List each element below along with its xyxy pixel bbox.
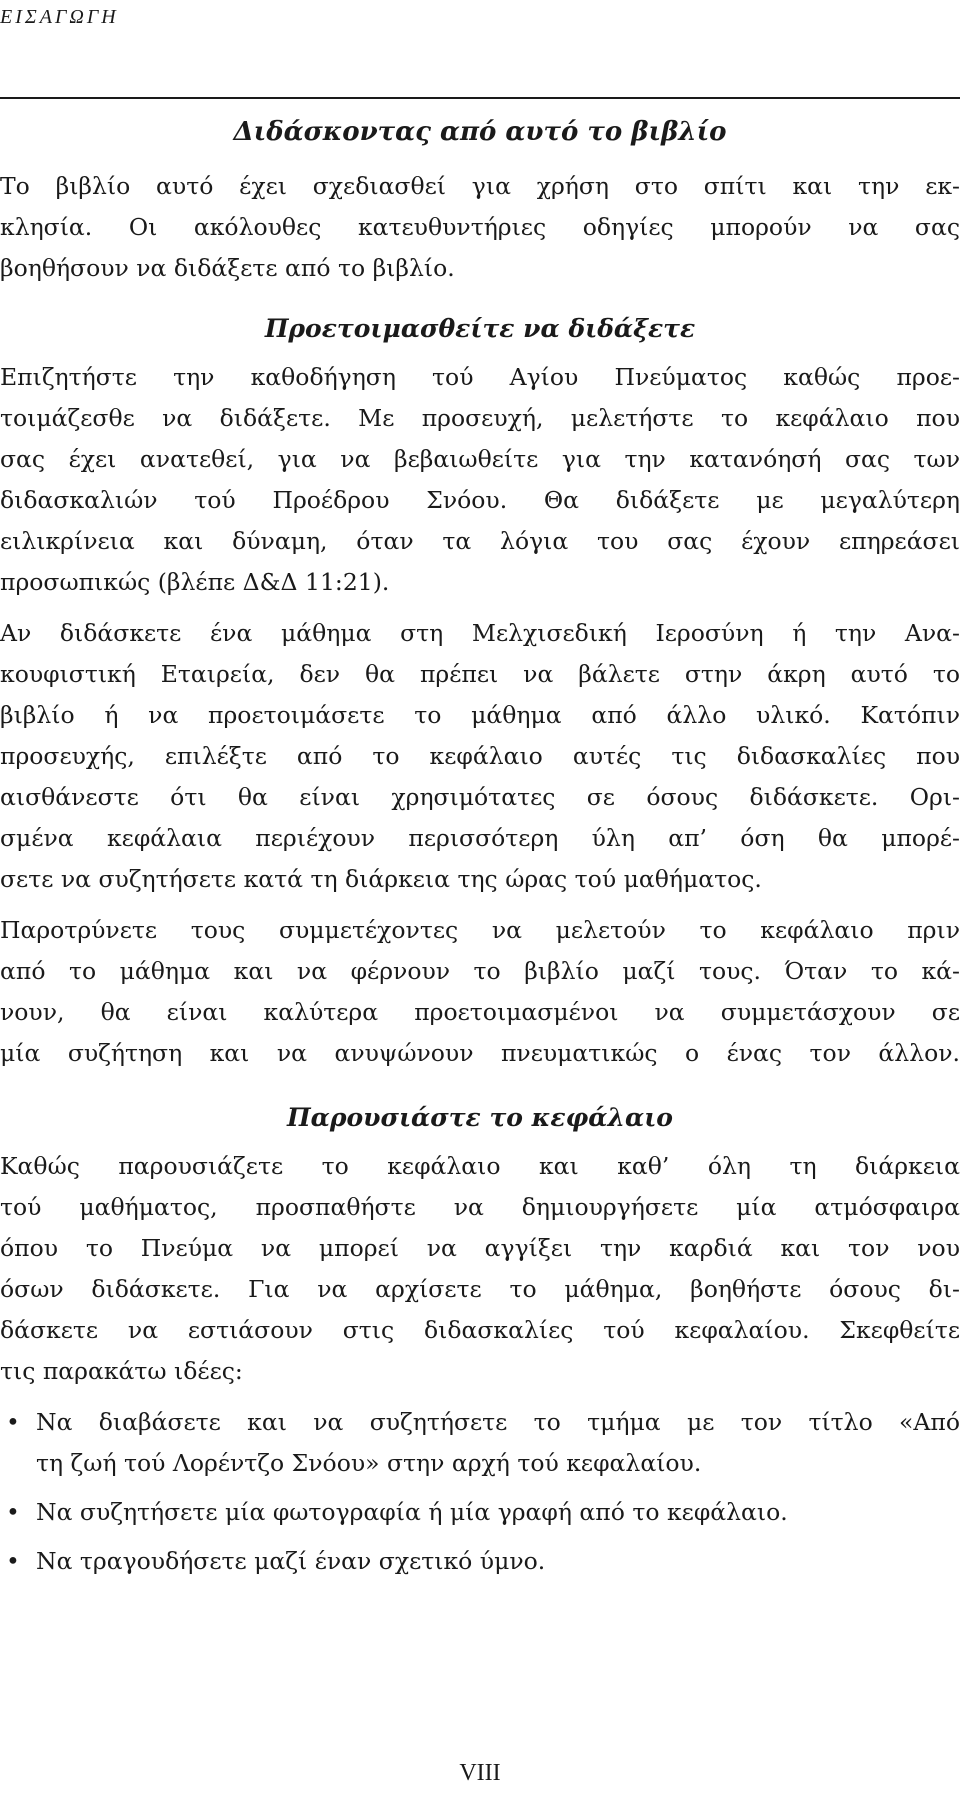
subheading-prepare: Προετοιμασθείτε να διδάξετε bbox=[264, 314, 696, 343]
text-line: διδασκαλιών τού Προέδρου Σνόου. Θα διδάξετε με μεγαλύτερη bbox=[0, 486, 960, 514]
running-header: ΕΙΣΑΓΩΓΗ bbox=[0, 6, 119, 28]
text-line: νουν, θα είναι καλύτερα προετοιμασμένοι να συμμετάσχουν σε bbox=[0, 998, 960, 1026]
prepare-paragraph-2 bbox=[0, 613, 960, 900]
text-line: Να διαβάσετε και να συζητήσετε το τμήμα με τον τίτλο «Από bbox=[36, 1408, 960, 1436]
intro-paragraph bbox=[0, 166, 960, 289]
list-item bbox=[0, 1402, 960, 1484]
text-line: Το βιβλίο αυτό έχει σχεδιασθεί για χρήση στο σπίτι και την εκ- bbox=[0, 172, 960, 200]
text-line: μία συζήτηση και να ανυψώνουν πνευματικώς ο ένας τον άλλον. bbox=[0, 1039, 960, 1067]
text-line: τις παρακάτω ιδέες: bbox=[0, 1357, 243, 1385]
text-line: Καθώς παρουσιάζετε το κεφάλαιο και καθ’ όλη τη διάρκεια bbox=[0, 1152, 960, 1180]
text-line: σας έχει ανατεθεί, για να βεβαιωθείτε για την κατανόησή σας των bbox=[0, 445, 960, 473]
text-line: βιβλίο ή να προετοιμάσετε το μάθημα από άλλο υλικό. Κατόπιν bbox=[0, 701, 960, 729]
ideas-list bbox=[0, 1402, 960, 1582]
text-line: προσωπικώς (βλέπε Δ&Δ 11:21). bbox=[0, 568, 390, 596]
bullet-icon: • bbox=[6, 1408, 20, 1436]
list-item bbox=[0, 1492, 960, 1533]
text-line: Επιζητήστε την καθοδήγηση τού Αγίου Πνεύματος καθώς προε- bbox=[0, 363, 960, 391]
text-line: σετε να συζητήσετε κατά τη διάρκεια της ώρας τού μαθήματος. bbox=[0, 865, 762, 893]
text-line: δάσκετε να εστιάσουν στις διδασκαλίες τού κεφαλαίου. Σκεφθείτε bbox=[0, 1316, 960, 1344]
text-line: ειλικρίνεια και δύναμη, όταν τα λόγια του σας έχουν επηρεάσει bbox=[0, 527, 960, 555]
text-line: όσων διδάσκετε. Για να αρχίσετε το μάθημα, βοηθήστε όσους δι- bbox=[0, 1275, 960, 1303]
page-number: VIII bbox=[459, 1760, 501, 1786]
text-line: τοιμάζεσθε να διδάξετε. Με προσευχή, μελετήστε το κεφάλαιο που bbox=[0, 404, 960, 432]
bullet-icon: • bbox=[6, 1547, 20, 1575]
text-line: τη ζωή τού Λορέντζο Σνόου» στην αρχή τού κεφαλαίου. bbox=[36, 1449, 702, 1477]
text-line: Να συζητήσετε μία φωτογραφία ή μία γραφή από το κεφάλαιο. bbox=[36, 1498, 788, 1526]
text-line: Να τραγουδήσετε μαζί έναν σχετικό ύμνο. bbox=[36, 1547, 546, 1575]
text-line: κλησία. Οι ακόλουθες κατευθυντήριες οδηγίες μπορούν να σας bbox=[0, 213, 960, 241]
prepare-paragraph-3 bbox=[0, 910, 960, 1074]
text-line: τού μαθήματος, προσπαθήστε να δημιουργήσετε μία ατμόσφαιρα bbox=[0, 1193, 960, 1221]
section-title: Διδάσκοντας από αυτό το βιβλίο bbox=[233, 117, 727, 147]
header-rule bbox=[0, 97, 960, 99]
text-line: αισθάνεστε ότι θα είναι χρησιμότατες σε όσους διδάσκετε. Ορι- bbox=[0, 783, 960, 811]
text-line: Παροτρύνετε τους συμμετέχοντες να μελετούν το κεφάλαιο πριν bbox=[0, 916, 960, 944]
list-item bbox=[0, 1541, 960, 1582]
present-paragraph bbox=[0, 1146, 960, 1392]
text-line: προσευχής, επιλέξτε από το κεφάλαιο αυτές τις διδασκαλίες που bbox=[0, 742, 960, 770]
page-content bbox=[0, 108, 960, 1582]
text-line: από το μάθημα και να φέρνουν το βιβλίο μαζί τους. Όταν το κά- bbox=[0, 957, 960, 985]
text-line: σμένα κεφάλαια περιέχουν περισσότερη ύλη απ’ όση θα μπορέ- bbox=[0, 824, 960, 852]
bullet-icon: • bbox=[6, 1498, 20, 1526]
subheading-present: Παρουσιάστε το κεφάλαιο bbox=[287, 1103, 673, 1132]
text-line: κουφιστική Εταιρεία, δεν θα πρέπει να βάλετε στην άκρη αυτό το bbox=[0, 660, 960, 688]
prepare-paragraph-1 bbox=[0, 357, 960, 603]
text-line: όπου το Πνεύμα να μπορεί να αγγίξει την καρδιά και τον νου bbox=[0, 1234, 960, 1262]
text-line: Αν διδάσκετε ένα μάθημα στη Μελχισεδική Ιεροσύνη ή την Ανα- bbox=[0, 619, 960, 647]
text-line: βοηθήσουν να διδάξετε από το βιβλίο. bbox=[0, 254, 455, 282]
